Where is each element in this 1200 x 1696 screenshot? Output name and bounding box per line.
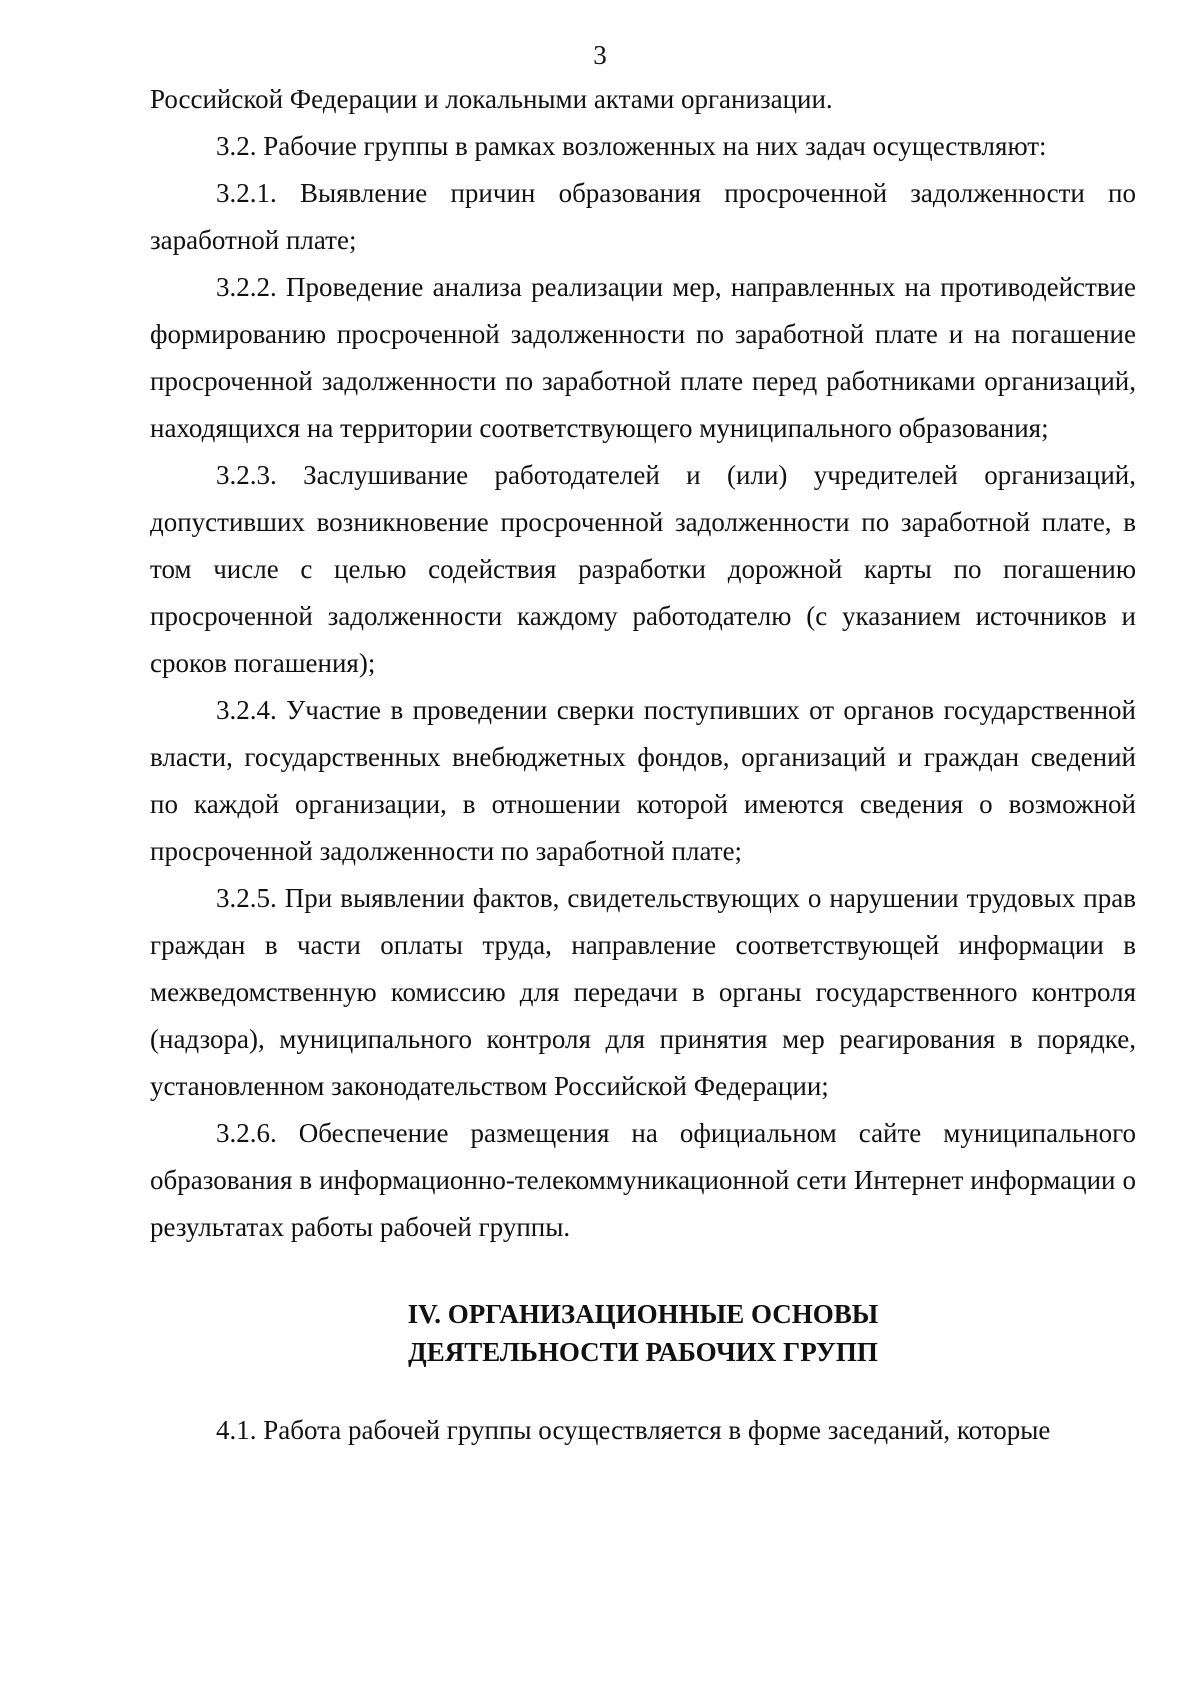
- section-heading-line-1: IV. ОРГАНИЗАЦИОННЫЕ ОСНОВЫ: [407, 1299, 879, 1329]
- paragraph-3-2: 3.2. Рабочие группы в рамках возложенных на них задач осуществляют:: [216, 131, 1047, 161]
- paragraph-3-2-5: 3.2.5. При выявлении фактов, свидетельствующих о нарушении трудовых прав граждан в части оплаты труда, направление соответствующей информации в межведомственную комиссию для передачи в органы государственного контроля (надзора), муниципального контроля для принятия мер реагирования в порядке, установленном законодательством Российской Федерации;: [150, 883, 1136, 1101]
- paragraph-3-2-6: 3.2.6. Обеспечение размещения на официальном сайте муниципального образования в информационно-телекоммуникационной сети Интернет информации о результатах работы рабочей группы.: [150, 1118, 1136, 1242]
- document-body: [150, 76, 1136, 1454]
- paragraph-4-1: 4.1. Работа рабочей группы осуществляется в форме заседаний, которые: [216, 1415, 1051, 1445]
- paragraph-3-2-4: 3.2.4. Участие в проведении сверки поступивших от органов государственной власти, государственных внебюджетных фондов, организаций и граждан сведений по каждой организации, в отношении которой имеются сведения о возможной просроченной задолженности по заработной плате;: [150, 695, 1136, 866]
- paragraph-3-2-1: 3.2.1. Выявление причин образования просроченной задолженности по заработной плате;: [150, 178, 1136, 255]
- section-heading-line-2: ДЕЯТЕЛЬНОСТИ РАБОЧИХ ГРУПП: [408, 1337, 878, 1367]
- section-heading: [150, 1295, 1136, 1371]
- paragraph-continuation: Российской Федерации и локальными актами организации.: [150, 84, 833, 114]
- paragraph-3-2-3: 3.2.3. Заслушивание работодателей и (или) учредителей организаций, допустивших возникновение просроченной задолженности по заработной плате, в том числе с целью содействия разработки дорожной карты по погашению просроченной задолженности каждому работодателю (с указанием источников и сроков погашения);: [150, 460, 1136, 678]
- paragraph-3-2-2: 3.2.2. Проведение анализа реализации мер, направленных на противодействие формированию просроченной задолженности по заработной плате и на погашение просроченной задолженности по заработной плате перед работниками организаций, находящихся на территории соответствующего муниципального образования;: [150, 272, 1136, 443]
- page-number: 3: [593, 40, 607, 70]
